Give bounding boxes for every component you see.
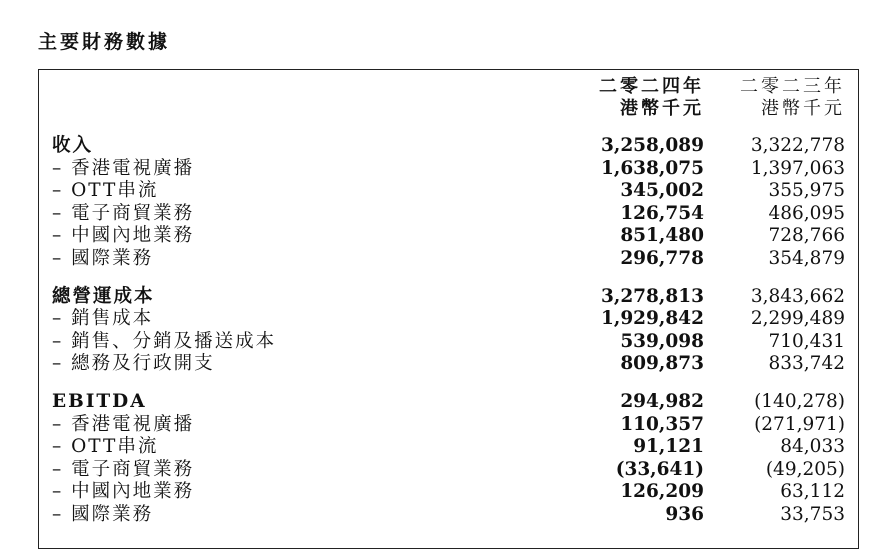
row-label: – OTT串流 [52, 436, 159, 457]
group-spacer [52, 270, 845, 286]
row-label: 收入 [52, 135, 94, 156]
value-2024: 851,480 [620, 225, 704, 246]
value-2024: 1,638,075 [601, 157, 704, 179]
value-2024: 126,754 [620, 202, 704, 224]
value-2023: 3,843,662 [750, 285, 845, 307]
column-unit: 港幣千元 [761, 98, 845, 119]
value-2024: 296,778 [620, 247, 704, 269]
value-2024: 345,002 [620, 180, 704, 201]
page-title: 主要財務數據 [38, 31, 171, 53]
table-row [52, 504, 845, 527]
value-2024: 539,098 [620, 330, 704, 352]
value-2024: (33,641) [615, 458, 704, 480]
column-year: 二零二三年 [740, 76, 845, 97]
table-row [52, 248, 845, 271]
table-body [52, 135, 845, 526]
row-label: – 銷售成本 [52, 308, 154, 329]
row-label: 總營運成本 [52, 285, 155, 307]
value-2024: 126,209 [620, 481, 704, 502]
value-2024: 3,278,813 [601, 285, 704, 307]
value-2023: 355,975 [768, 180, 845, 201]
value-2024: 3,258,089 [601, 135, 704, 156]
value-2023: 833,742 [768, 353, 845, 374]
value-2023: (271,971) [754, 413, 845, 435]
table-row [52, 225, 845, 248]
column-header-2024 [599, 76, 704, 120]
row-label: – 中國內地業務 [52, 225, 195, 246]
value-2023: (49,205) [765, 458, 845, 480]
value-2023: 354,879 [768, 247, 845, 269]
table-section-row [52, 286, 845, 309]
value-2023: 710,431 [768, 330, 845, 352]
row-label: – 香港電視廣播 [52, 413, 195, 435]
table-row [52, 158, 845, 181]
value-2023: 486,095 [768, 202, 845, 224]
table-section-row [52, 391, 845, 414]
column-unit: 港幣千元 [620, 98, 704, 119]
table-row [52, 203, 845, 226]
row-label: – 香港電視廣播 [52, 157, 195, 179]
row-label: EBITDA [52, 391, 147, 412]
column-year: 二零二四年 [599, 76, 704, 97]
value-2024: 1,929,842 [601, 308, 704, 329]
financial-table [38, 69, 859, 549]
row-label: – 電子商貿業務 [52, 202, 195, 224]
row-label: – 國際業務 [52, 503, 154, 525]
table-section-row [52, 135, 845, 158]
table-row [52, 481, 845, 504]
value-2023: (140,278) [754, 391, 845, 412]
value-2024: 809,873 [620, 353, 704, 374]
value-2023: 3,322,778 [750, 135, 845, 156]
row-label: – 銷售、分銷及播送成本 [52, 330, 277, 352]
table-row [52, 331, 845, 354]
table-row [52, 180, 845, 203]
value-2024: 91,121 [633, 436, 704, 457]
value-2024: 294,982 [620, 391, 704, 412]
table-row [52, 459, 845, 482]
row-label: – 中國內地業務 [52, 481, 195, 502]
value-2024: 936 [665, 503, 704, 525]
value-2023: 33,753 [780, 503, 845, 525]
value-2023: 2,299,489 [750, 308, 845, 329]
row-label: – OTT串流 [52, 180, 159, 201]
row-label: – 總務及行政開支 [52, 353, 215, 374]
group-spacer [52, 376, 845, 392]
value-2023: 63,112 [780, 481, 845, 502]
column-header-2023 [740, 76, 845, 120]
value-2023: 1,397,063 [750, 157, 845, 179]
table-row [52, 414, 845, 437]
row-label: – 國際業務 [52, 247, 154, 269]
value-2023: 84,033 [780, 436, 845, 457]
value-2024: 110,357 [620, 413, 704, 435]
row-label: – 電子商貿業務 [52, 458, 195, 480]
table-row [52, 436, 845, 459]
value-2023: 728,766 [768, 225, 845, 246]
table-row [52, 308, 845, 331]
table-row [52, 353, 845, 376]
